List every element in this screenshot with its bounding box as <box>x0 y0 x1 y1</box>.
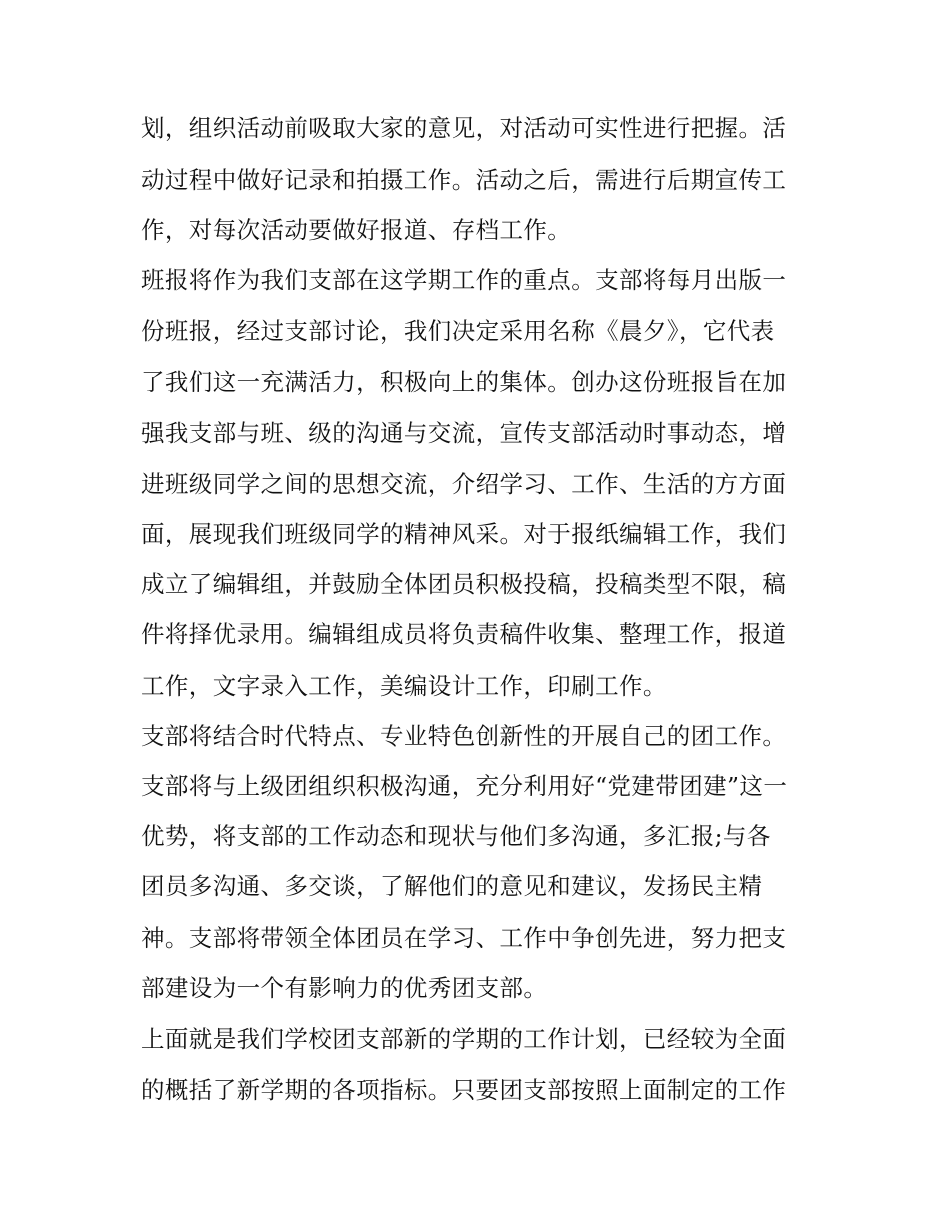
text-line: 支部将与上级团组织积极沟通，充分利用好“党建带团建”这一 <box>141 772 788 800</box>
text-line: 强我支部与班、级的沟通与交流，宣传支部活动时事动态，增 <box>141 419 787 447</box>
text-line: 班报将作为我们支部在这学期工作的重点。支部将每月出版一 <box>141 266 787 294</box>
text-line: 划，组织活动前吸取大家的意见，对活动可实性进行把握。活 <box>141 114 787 142</box>
text-line: 了我们这一充满活力，积极向上的集体。创办这份班报旨在加 <box>141 368 787 396</box>
text-line: 动过程中做好记录和拍摄工作。活动之后，需进行后期宣传工 <box>141 166 787 194</box>
text-line: 件将择优录用。编辑组成员将负责稿件收集、整理工作，报道 <box>141 620 787 648</box>
text-line: 支部将结合时代特点、专业特色创新性的开展自己的团工作。 <box>141 722 787 750</box>
text-line: 团员多沟通、多交谈，了解他们的意见和建议，发扬民主精 <box>141 872 763 900</box>
text-line: 份班报，经过支部讨论，我们决定采用名称《晨夕》，它代表 <box>141 317 775 345</box>
text-line: 上面就是我们学校团支部新的学期的工作计划，已经较为全面 <box>141 1025 787 1053</box>
text-line: 面，展现我们班级同学的精神风采。对于报纸编辑工作，我们 <box>141 520 787 548</box>
text-line: 的概括了新学期的各项指标。只要团支部按照上面制定的工作 <box>141 1076 787 1104</box>
text-line: 工作，文字录入工作，美编设计工作，印刷工作。 <box>141 672 667 700</box>
text-line: 优势，将支部的工作动态和现状与他们多沟通，多汇报;与各 <box>141 822 771 850</box>
text-line: 进班级同学之间的思想交流，介绍学习、工作、生活的方方面 <box>141 470 787 498</box>
text-line: 作，对每次活动要做好报道、存档工作。 <box>141 216 572 244</box>
text-line: 部建设为一个有影响力的优秀团支部。 <box>141 974 548 1002</box>
text-line: 成立了编辑组，并鼓励全体团员积极投稿，投稿类型不限，稿 <box>141 570 787 598</box>
text-line: 神。支部将带领全体团员在学习、工作中争创先进，努力把支 <box>141 924 787 952</box>
